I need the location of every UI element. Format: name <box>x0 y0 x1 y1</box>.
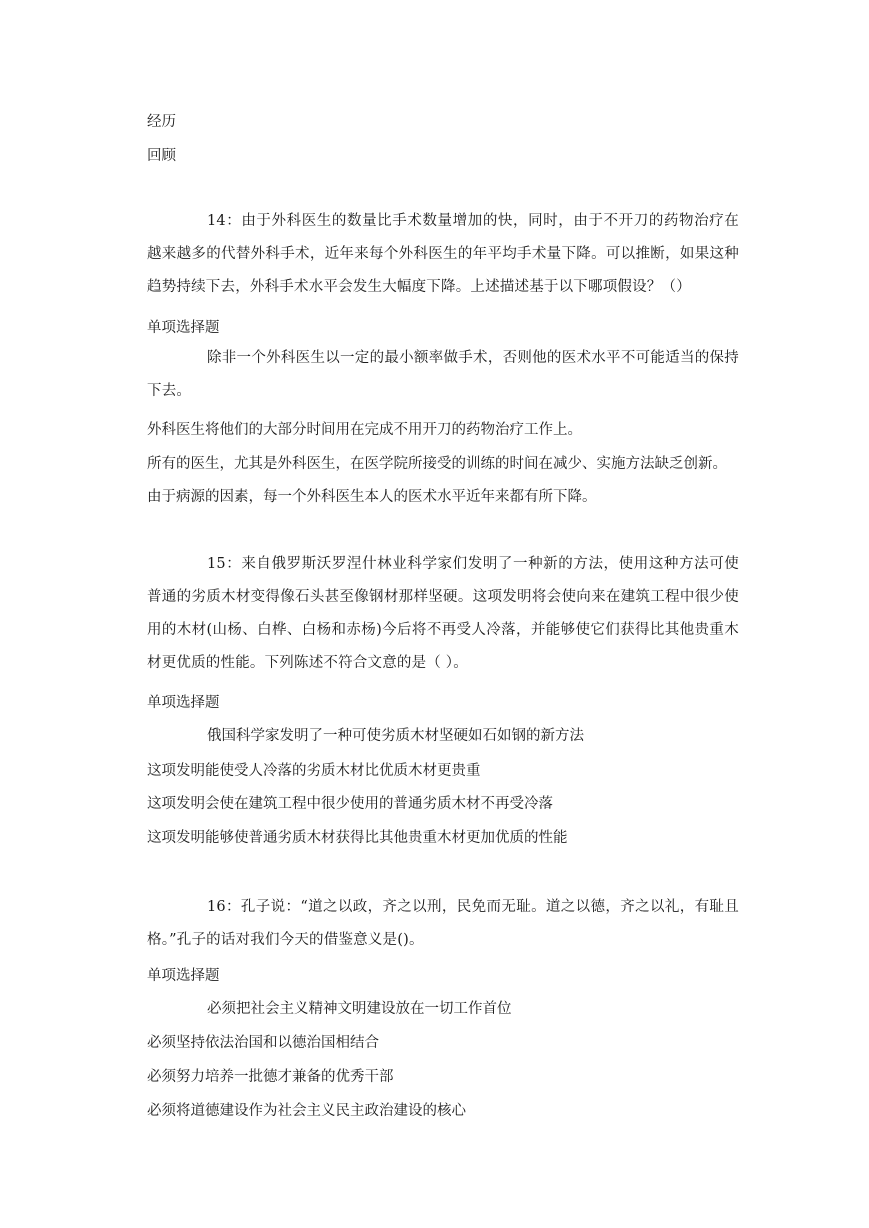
option-text: 除非一个外科医生以一定的最小额率做手术，否则他的医术水平不可能适当的保持下去。 <box>147 350 739 399</box>
question-type: 单项选择题 <box>147 320 220 336</box>
option-text: 这项发明能使受人冷落的劣质木材比优质木材更贵重 <box>147 763 481 779</box>
option-text: 外科医生将他们的大部分时间用在完成不用开刀的药物治疗工作上。 <box>147 422 582 438</box>
question-type: 单项选择题 <box>147 968 220 984</box>
option-text: 俄国科学家发明了一种可使劣质木材坚硬如石如钢的新方法 <box>207 728 584 744</box>
option-text: 经历 <box>147 114 176 130</box>
question-stem: 16：孔子说：“道之以政，齐之以刑，民免而无耻。道之以德，齐之以礼，有耻且格。”孔子的话对我们今天的借鉴意义是()。 <box>147 899 739 948</box>
option-text: 回顾 <box>147 148 176 164</box>
question-stem: 15：来自俄罗斯沃罗涅什林业科学家们发明了一种新的方法，使用这种方法可使普通的劣质木材变得像石头甚至像钢材那样坚硬。这项发明将会使向来在建筑工程中很少使用的木材(山杨、白桦、白杨和赤杨)今后将不再受人冷落，并能够使它们获得比其他贵重木材更优质的性能。下列陈述不符合文意的是（ ）。 <box>147 556 739 671</box>
option-text: 所有的医生，尤其是外科医生，在医学院所接受的训练的时间在减少、实施方法缺乏创新。 <box>147 456 727 472</box>
option-text: 这项发明能够使普通劣质木材获得比其他贵重木材更加优质的性能 <box>147 830 568 846</box>
option-text: 这项发明会使在建筑工程中很少使用的普通劣质木材不再受冷落 <box>147 796 553 812</box>
question-type: 单项选择题 <box>147 695 220 711</box>
question-stem: 14：由于外科医生的数量比手术数量增加的快，同时，由于不开刀的药物治疗在越来越多的代替外科手术，近年来每个外科医生的年平均手术量下降。可以推断，如果这种趋势持续下去，外科手术水平会发生大幅度下降。上述描述基于以下哪项假设？（） <box>147 213 739 295</box>
option-text: 必须将道德建设作为社会主义民主政治建设的核心 <box>147 1103 466 1119</box>
option-text: 必须把社会主义精神文明建设放在一切工作首位 <box>207 1001 512 1017</box>
option-text: 由于病源的因素，每一个外科医生本人的医术水平近年来都有所下降。 <box>147 489 597 505</box>
option-text: 必须坚持依法治国和以德治国相结合 <box>147 1035 379 1051</box>
option-text: 必须努力培养一批德才兼备的优秀干部 <box>147 1069 394 1085</box>
